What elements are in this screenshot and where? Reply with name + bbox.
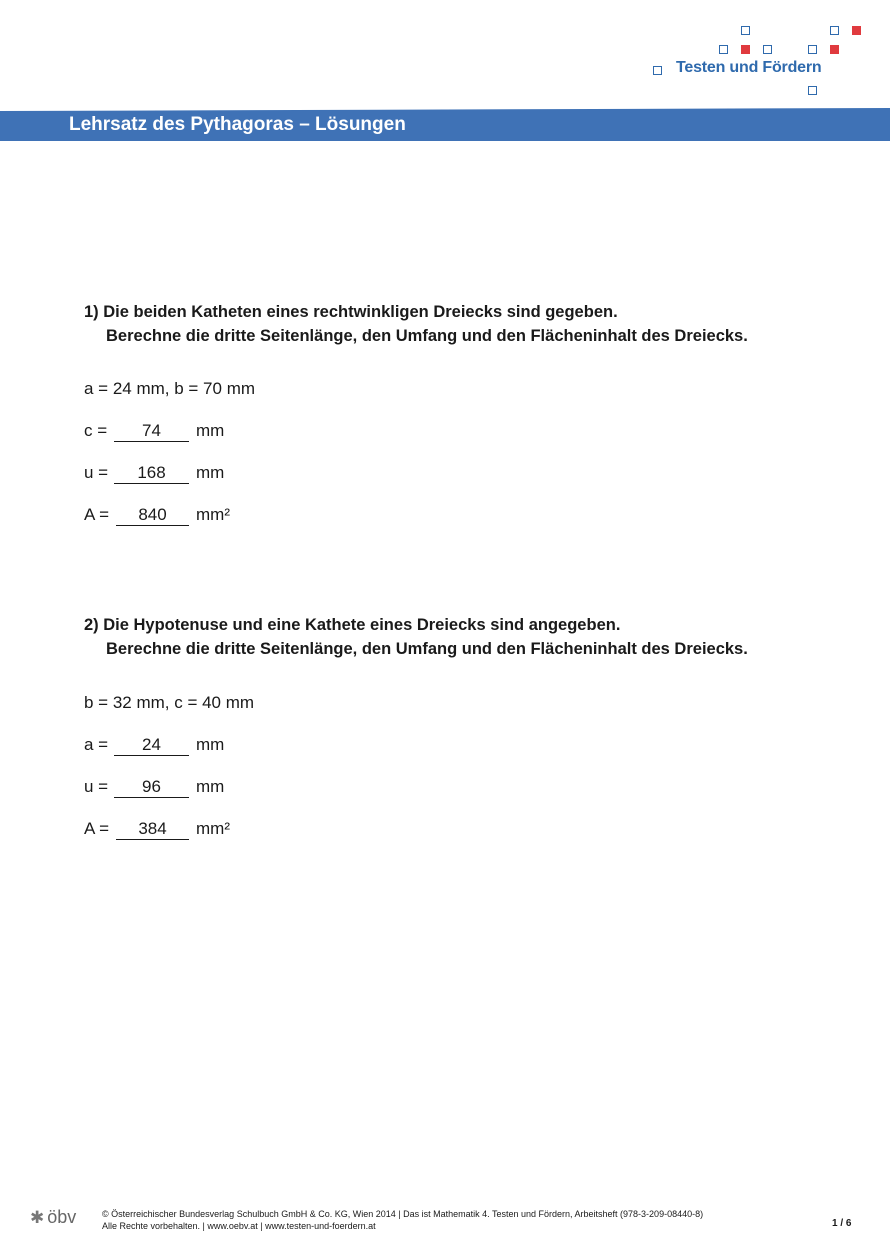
answer-value: 24	[114, 735, 189, 756]
page-number: 1 / 6	[832, 1218, 852, 1229]
footer-copyright	[102, 1208, 703, 1232]
task-2-heading-line-1: 2) Die Hypotenuse und eine Kathete eines Dreiecks sind angegeben.	[84, 616, 621, 634]
task-2-answer-row	[84, 777, 284, 797]
task-1-given: a = 24 mm, b = 70 mm	[84, 379, 256, 398]
answer-value: 168	[114, 463, 189, 484]
task-1-heading	[84, 300, 748, 348]
logo-text: Testen und Fördern	[676, 59, 822, 76]
footer-line-1: © Österreichischer Bundesverlag Schulbuch GmbH & Co. KG, Wien 2014 | Das ist Mathematik 4. Testen und Fördern, Arbeitsheft (978-3-209-08440-8)	[102, 1209, 704, 1219]
task-2-given: b = 32 mm, c = 40 mm	[84, 693, 255, 712]
answer-label: c =	[84, 421, 108, 440]
testen-und-foerdern-logo	[0, 0, 890, 105]
answer-label: A =	[84, 505, 110, 524]
answer-unit: mm²	[196, 819, 230, 838]
answer-label: A =	[84, 819, 110, 838]
page-title: Lehrsatz des Pythagoras – Lösungen	[69, 114, 406, 135]
answer-value: 96	[114, 777, 189, 798]
logo-square-filled-icon	[741, 45, 750, 54]
footer-line-2: Alle Rechte vorbehalten. | www.oebv.at | www.testen-und-foerdern.at	[102, 1221, 376, 1231]
task-1-heading-line-1: 1) Die beiden Katheten eines rechtwinkligen Dreiecks sind gegeben.	[84, 303, 618, 321]
answer-label: a =	[84, 735, 109, 754]
answer-value: 74	[114, 421, 189, 442]
answer-unit: mm	[196, 777, 225, 796]
task-1-answer-row	[84, 463, 284, 483]
logo-square-icon	[808, 45, 817, 54]
logo-square-icon	[808, 86, 817, 95]
task-2-answer-row	[84, 735, 284, 755]
answer-value: 840	[116, 505, 189, 526]
task-2-heading-line-2: Berechne die dritte Seitenlänge, den Umfang und den Flächeninhalt des Dreiecks.	[106, 640, 748, 658]
answer-label: u =	[84, 463, 109, 482]
answer-value: 384	[116, 819, 189, 840]
logo-square-icon	[719, 45, 728, 54]
answer-unit: mm	[196, 421, 225, 440]
logo-square-icon	[653, 66, 662, 75]
task-2-answer-row	[84, 819, 284, 839]
logo-square-icon	[763, 45, 772, 54]
answer-unit: mm	[196, 463, 225, 482]
logo-square-filled-icon	[852, 26, 861, 35]
task-1-heading-line-2: Berechne die dritte Seitenlänge, den Umfang und den Flächeninhalt des Dreiecks.	[106, 327, 748, 345]
answer-unit: mm	[196, 735, 225, 754]
answer-label: u =	[84, 777, 109, 796]
task-1-answer-row	[84, 505, 284, 525]
answer-unit: mm²	[196, 505, 230, 524]
publisher-star-icon: ✱	[30, 1208, 45, 1227]
logo-square-icon	[741, 26, 750, 35]
task-2-heading	[84, 613, 748, 661]
logo-square-icon	[830, 26, 839, 35]
publisher-logo-text: öbv	[47, 1207, 77, 1227]
task-1-answer-row	[84, 421, 284, 441]
publisher-logo	[30, 1207, 76, 1228]
logo-square-filled-icon	[830, 45, 839, 54]
